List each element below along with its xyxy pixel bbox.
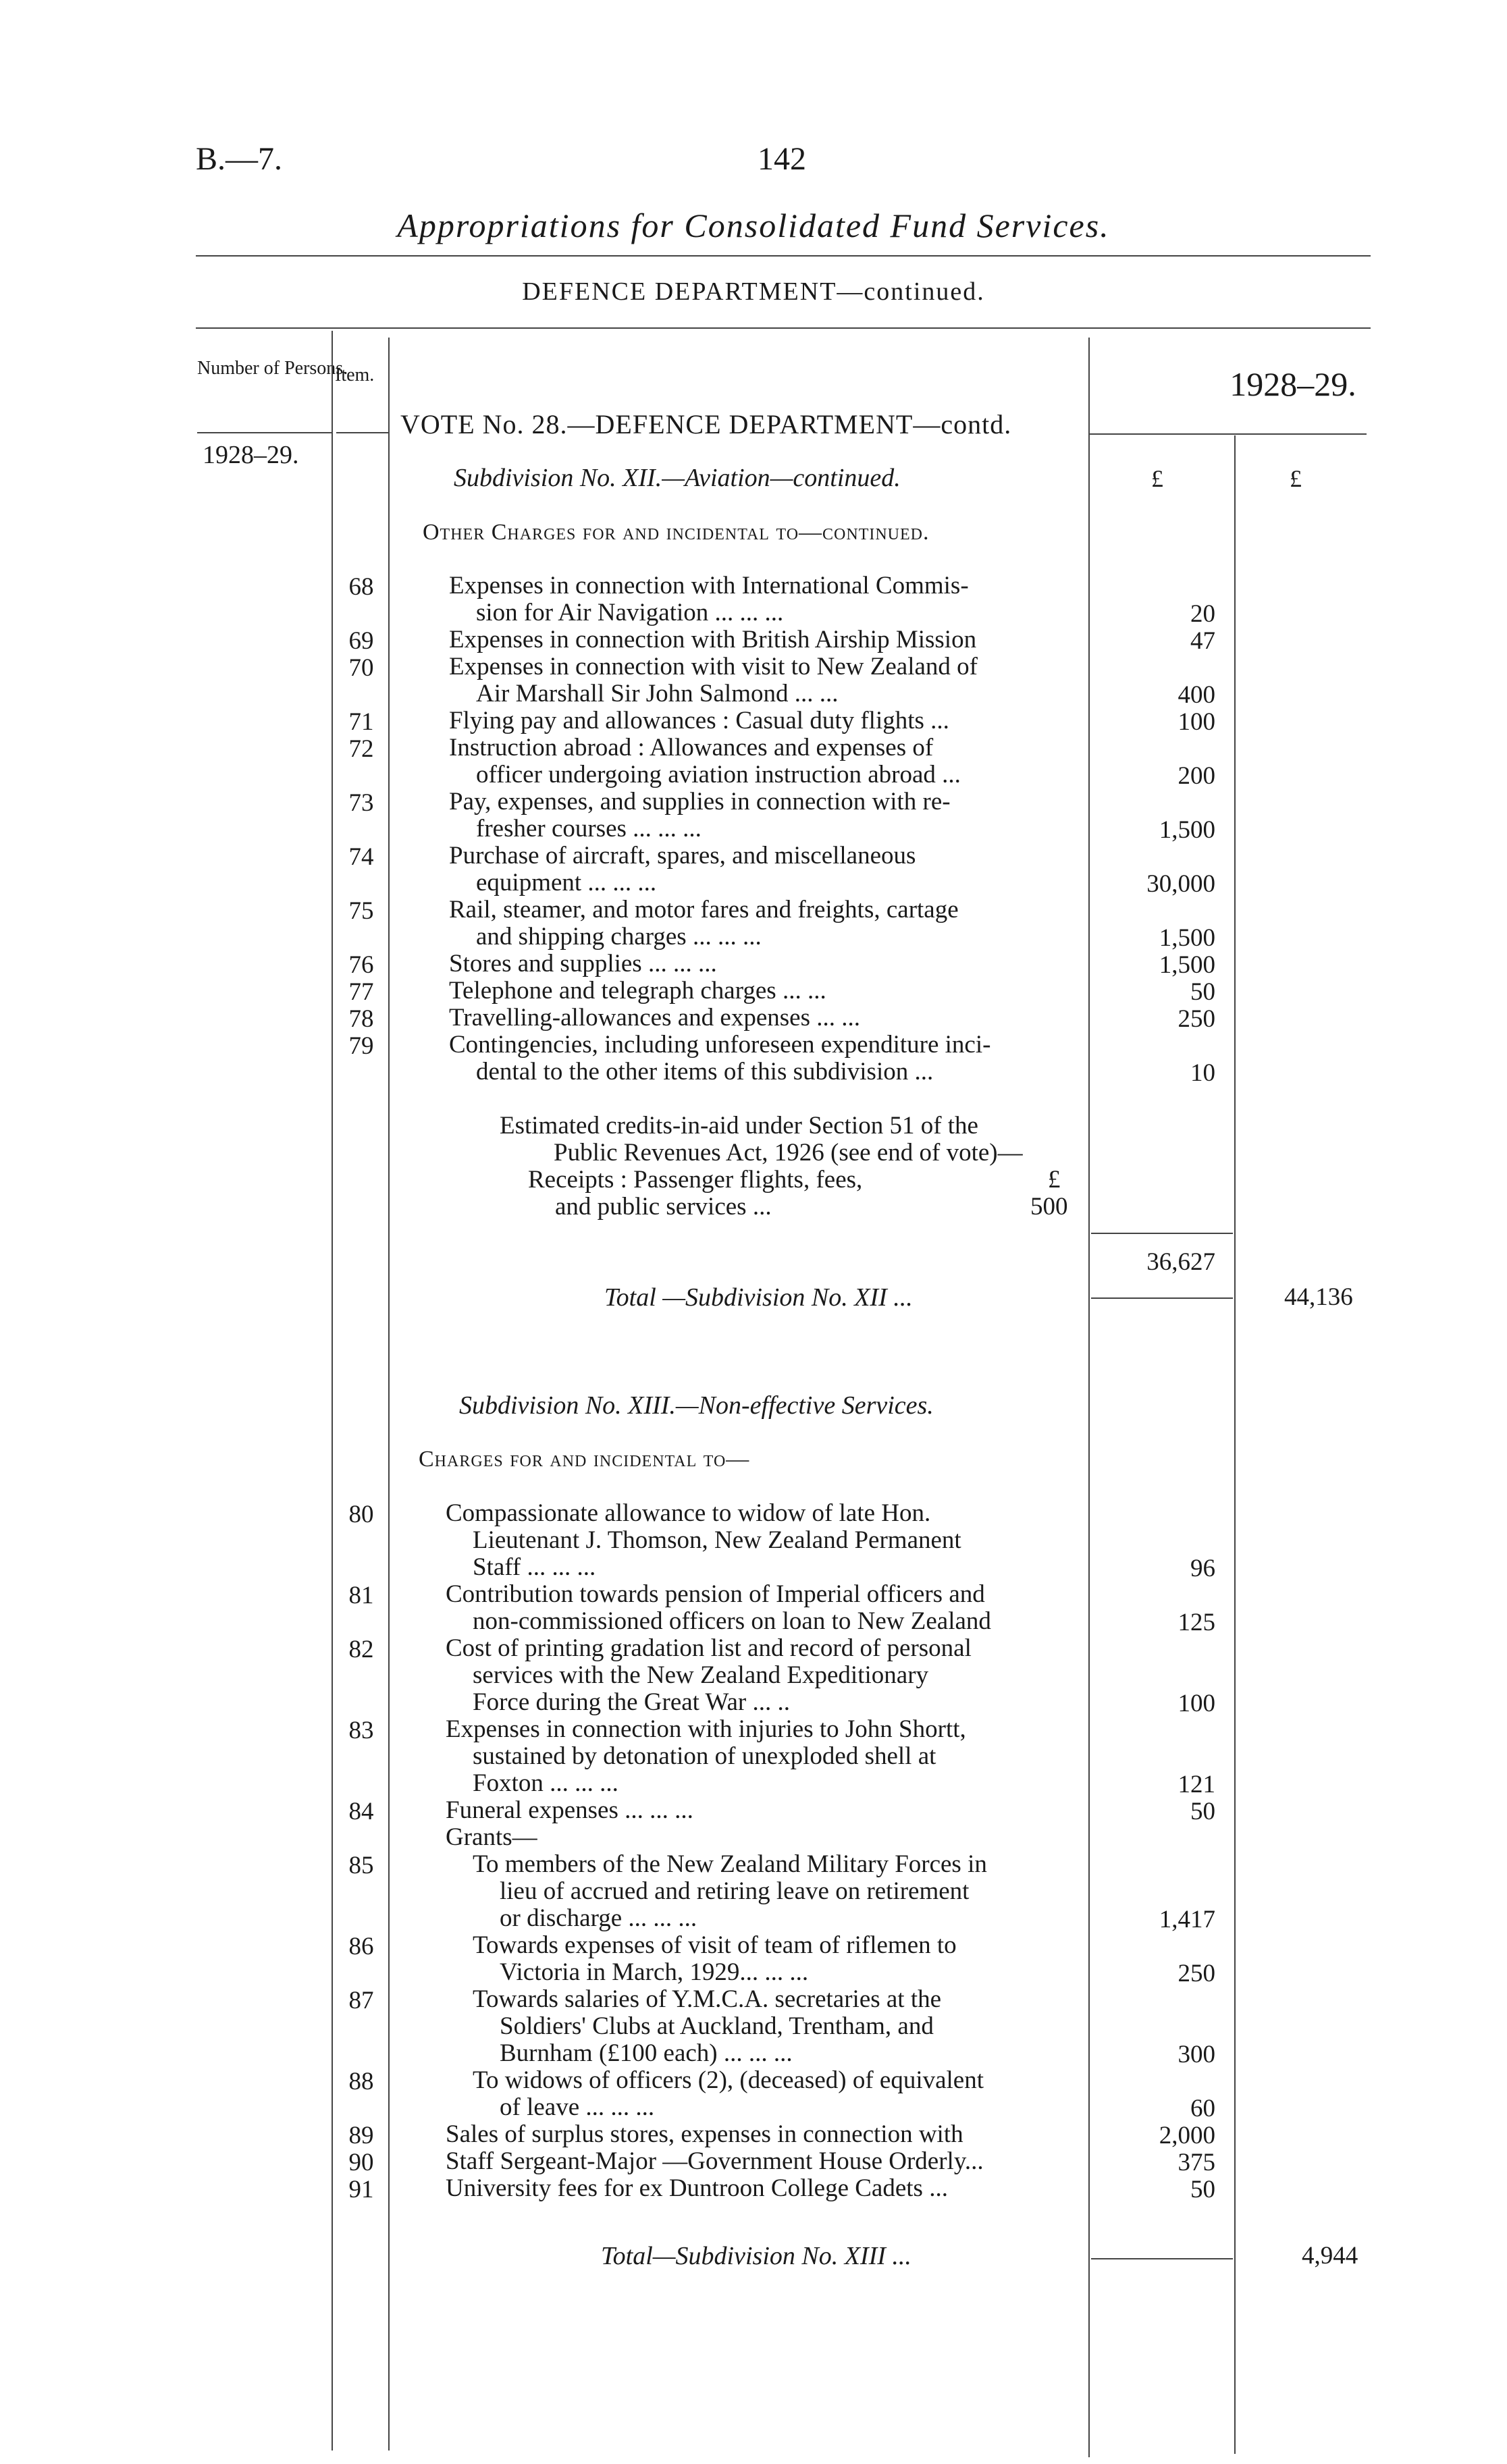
item-number: 68 xyxy=(348,573,374,601)
department-heading: DEFENCE DEPARTMENT—continued. xyxy=(522,277,985,306)
header-number-of-persons: Number of Persons. xyxy=(197,358,348,379)
total-label: Total—Subdivision No. XIII ... xyxy=(601,2242,911,2270)
total-label: Total —Subdivision No. XII ... xyxy=(604,1283,913,1312)
subdivision-12-title: Subdivision No. XII.—Aviation—continued. xyxy=(454,464,901,492)
item-amount: 121 xyxy=(1178,1771,1215,1798)
item-description: Rail, steamer, and motor fares and freights, cartage and shipping charges ... ... ... xyxy=(449,896,959,950)
item-description: To widows of officers (2), (deceased) of equivalent of leave ... ... ... xyxy=(473,2066,984,2121)
item-amount: 2,000 xyxy=(1159,2122,1215,2149)
item-amount: 96 xyxy=(1190,1555,1215,1582)
item-amount: 20 xyxy=(1190,600,1215,628)
item-number: 78 xyxy=(348,1005,374,1033)
header-rule-left xyxy=(197,432,332,433)
item-description: Towards salaries of Y.M.C.A. secretaries at the Soldiers' Clubs at Auckland, Trentham, and Burnham (£100 each) ... ... ... xyxy=(473,1985,942,2067)
item-description: Expenses in connection with British Airship Mission xyxy=(449,626,977,653)
currency-symbol: £ xyxy=(1151,465,1163,492)
item-description: Expenses in connection with injuries to John Shortt, sustained by detonation of unexploded shell at Foxton ... ... ... xyxy=(446,1715,966,1797)
currency-symbol: £ xyxy=(1290,465,1302,492)
item-number: 91 xyxy=(348,2176,374,2203)
item-amount: 60 xyxy=(1190,2095,1215,2122)
item-amount: 50 xyxy=(1190,2176,1215,2203)
header-rule-item xyxy=(336,432,389,433)
item-number: 85 xyxy=(348,1852,374,1879)
item-amount: 50 xyxy=(1190,978,1215,1006)
credits-in-aid-note: Estimated credits-in-aid under Section 51 of the Public Revenues Act, 1926 (see end of vote)— Receipts : Passenger flights, fees, £ and public services ... 500 xyxy=(500,1112,1068,1221)
item-number: 80 xyxy=(348,1501,374,1528)
item-description: Staff Sergeant-Major —Government House Orderly... xyxy=(446,2147,984,2175)
item-description: Flying pay and allowances : Casual duty flights ... xyxy=(449,707,949,734)
item-amount: 1,500 xyxy=(1159,951,1215,979)
column-divider-description xyxy=(1088,338,1090,2457)
column-divider-amounts xyxy=(1234,435,1236,2454)
item-description: University fees for ex Duntroon College Cadets ... xyxy=(446,2174,948,2202)
subtotal-amount: 36,627 xyxy=(1146,1248,1215,1276)
subdivision-13-title: Subdivision No. XIII.—Non-effective Services. xyxy=(459,1391,934,1420)
currency-symbol: £ xyxy=(1048,1166,1061,1194)
item-number: 86 xyxy=(348,1933,374,1960)
item-amount: 47 xyxy=(1190,627,1215,655)
item-description: Expenses in connection with International Commis- sion for Air Navigation ... ... ... xyxy=(449,572,969,626)
column-divider-persons xyxy=(332,331,333,2450)
item-description: Compassionate allowance to widow of late Hon. Lieutenant J. Thomson, New Zealand Permanent Staff ... ... ... xyxy=(446,1499,961,1581)
item-amount: 250 xyxy=(1178,1960,1215,1987)
item-description: Pay, expenses, and supplies in connection with re- fresher courses ... ... ... xyxy=(449,788,951,842)
item-number: 90 xyxy=(348,2149,374,2176)
item-amount: 375 xyxy=(1178,2149,1215,2176)
header-year-left: 1928–29. xyxy=(203,441,299,469)
charges-heading: Other Charges for and incidental to—continued. xyxy=(423,520,930,545)
item-amount: 200 xyxy=(1178,762,1215,790)
item-number: 75 xyxy=(348,897,374,925)
column-divider-item xyxy=(388,338,390,2450)
item-number: 74 xyxy=(348,843,374,871)
item-amount: 50 xyxy=(1190,1798,1215,1825)
item-amount: 250 xyxy=(1178,1005,1215,1033)
vote-title: VOTE No. 28.—DEFENCE DEPARTMENT—contd. xyxy=(400,409,1012,439)
header-year-right: 1928–29. xyxy=(1230,365,1356,403)
item-amount: 400 xyxy=(1178,681,1215,709)
page-title: Appropriations for Consolidated Fund Services. xyxy=(397,207,1110,244)
page-reference: B.—7. xyxy=(196,141,283,177)
table-top-rule xyxy=(196,327,1371,329)
item-description: Expenses in connection with visit to New Zealand of Air Marshall Sir John Salmond ... ... xyxy=(449,653,978,707)
item-description: Funeral expenses ... ... ... Grants— xyxy=(446,1796,693,1851)
total-amount: 44,136 xyxy=(1284,1283,1353,1311)
item-number: 81 xyxy=(348,1582,374,1609)
item-number: 72 xyxy=(348,735,374,763)
receipts-amount: 500 xyxy=(1030,1193,1068,1221)
item-amount: 100 xyxy=(1178,708,1215,736)
total-rule xyxy=(1091,2258,1233,2259)
item-amount: 100 xyxy=(1178,1690,1215,1717)
item-amount: 300 xyxy=(1178,2041,1215,2068)
item-description: Stores and supplies ... ... ... xyxy=(449,950,717,977)
item-number: 84 xyxy=(348,1798,374,1825)
item-amount: 1,500 xyxy=(1159,924,1215,952)
item-amount: 125 xyxy=(1178,1609,1215,1636)
item-description: Contingencies, including unforeseen expenditure inci- dental to the other items of this subdivision ... xyxy=(449,1031,991,1086)
item-amount: 1,417 xyxy=(1159,1906,1215,1933)
item-description: Contribution towards pension of Imperial officers and non-commissioned officers on loan to New Zealand xyxy=(446,1580,991,1635)
item-number: 73 xyxy=(348,789,374,817)
title-rule xyxy=(196,255,1371,257)
item-number: 87 xyxy=(348,1987,374,2014)
item-number: 82 xyxy=(348,1636,374,1663)
item-number: 89 xyxy=(348,2122,374,2149)
item-amount: 1,500 xyxy=(1159,816,1215,844)
item-number: 88 xyxy=(348,2068,374,2095)
item-number: 69 xyxy=(348,627,374,655)
header-rule-year xyxy=(1090,433,1367,435)
total-rule xyxy=(1091,1297,1233,1299)
item-number: 83 xyxy=(348,1717,374,1744)
header-item: Item. xyxy=(335,365,375,385)
item-description: Cost of printing gradation list and record of personal services with the New Zealand Expeditionary Force during the Great War ... .. xyxy=(446,1634,972,1716)
item-amount: 30,000 xyxy=(1146,870,1215,898)
item-description: Purchase of aircraft, spares, and miscellaneous equipment ... ... ... xyxy=(449,842,916,896)
item-description: Sales of surplus stores, expenses in connection with xyxy=(446,2120,963,2148)
item-number: 71 xyxy=(348,708,374,736)
total-amount: 4,944 xyxy=(1302,2242,1358,2270)
item-number: 77 xyxy=(348,978,374,1006)
item-description: Telephone and telegraph charges ... ... xyxy=(449,977,826,1005)
item-amount: 10 xyxy=(1190,1059,1215,1087)
subtotal-rule xyxy=(1091,1233,1233,1234)
item-description: Travelling-allowances and expenses ... ... xyxy=(449,1004,860,1032)
item-number: 76 xyxy=(348,951,374,979)
item-description: To members of the New Zealand Military Forces in lieu of accrued and retiring leave on retirement or discharge ... ... ... xyxy=(473,1850,987,1932)
item-description: Towards expenses of visit of team of riflemen to Victoria in March, 1929... ... ... xyxy=(473,1931,957,1986)
charges-heading: Charges for and incidental to— xyxy=(419,1447,750,1472)
item-number: 70 xyxy=(348,654,374,682)
item-number: 79 xyxy=(348,1032,374,1060)
item-description: Instruction abroad : Allowances and expenses of officer undergoing aviation instruction abroad ... xyxy=(449,734,961,788)
page-number: 142 xyxy=(758,141,806,177)
